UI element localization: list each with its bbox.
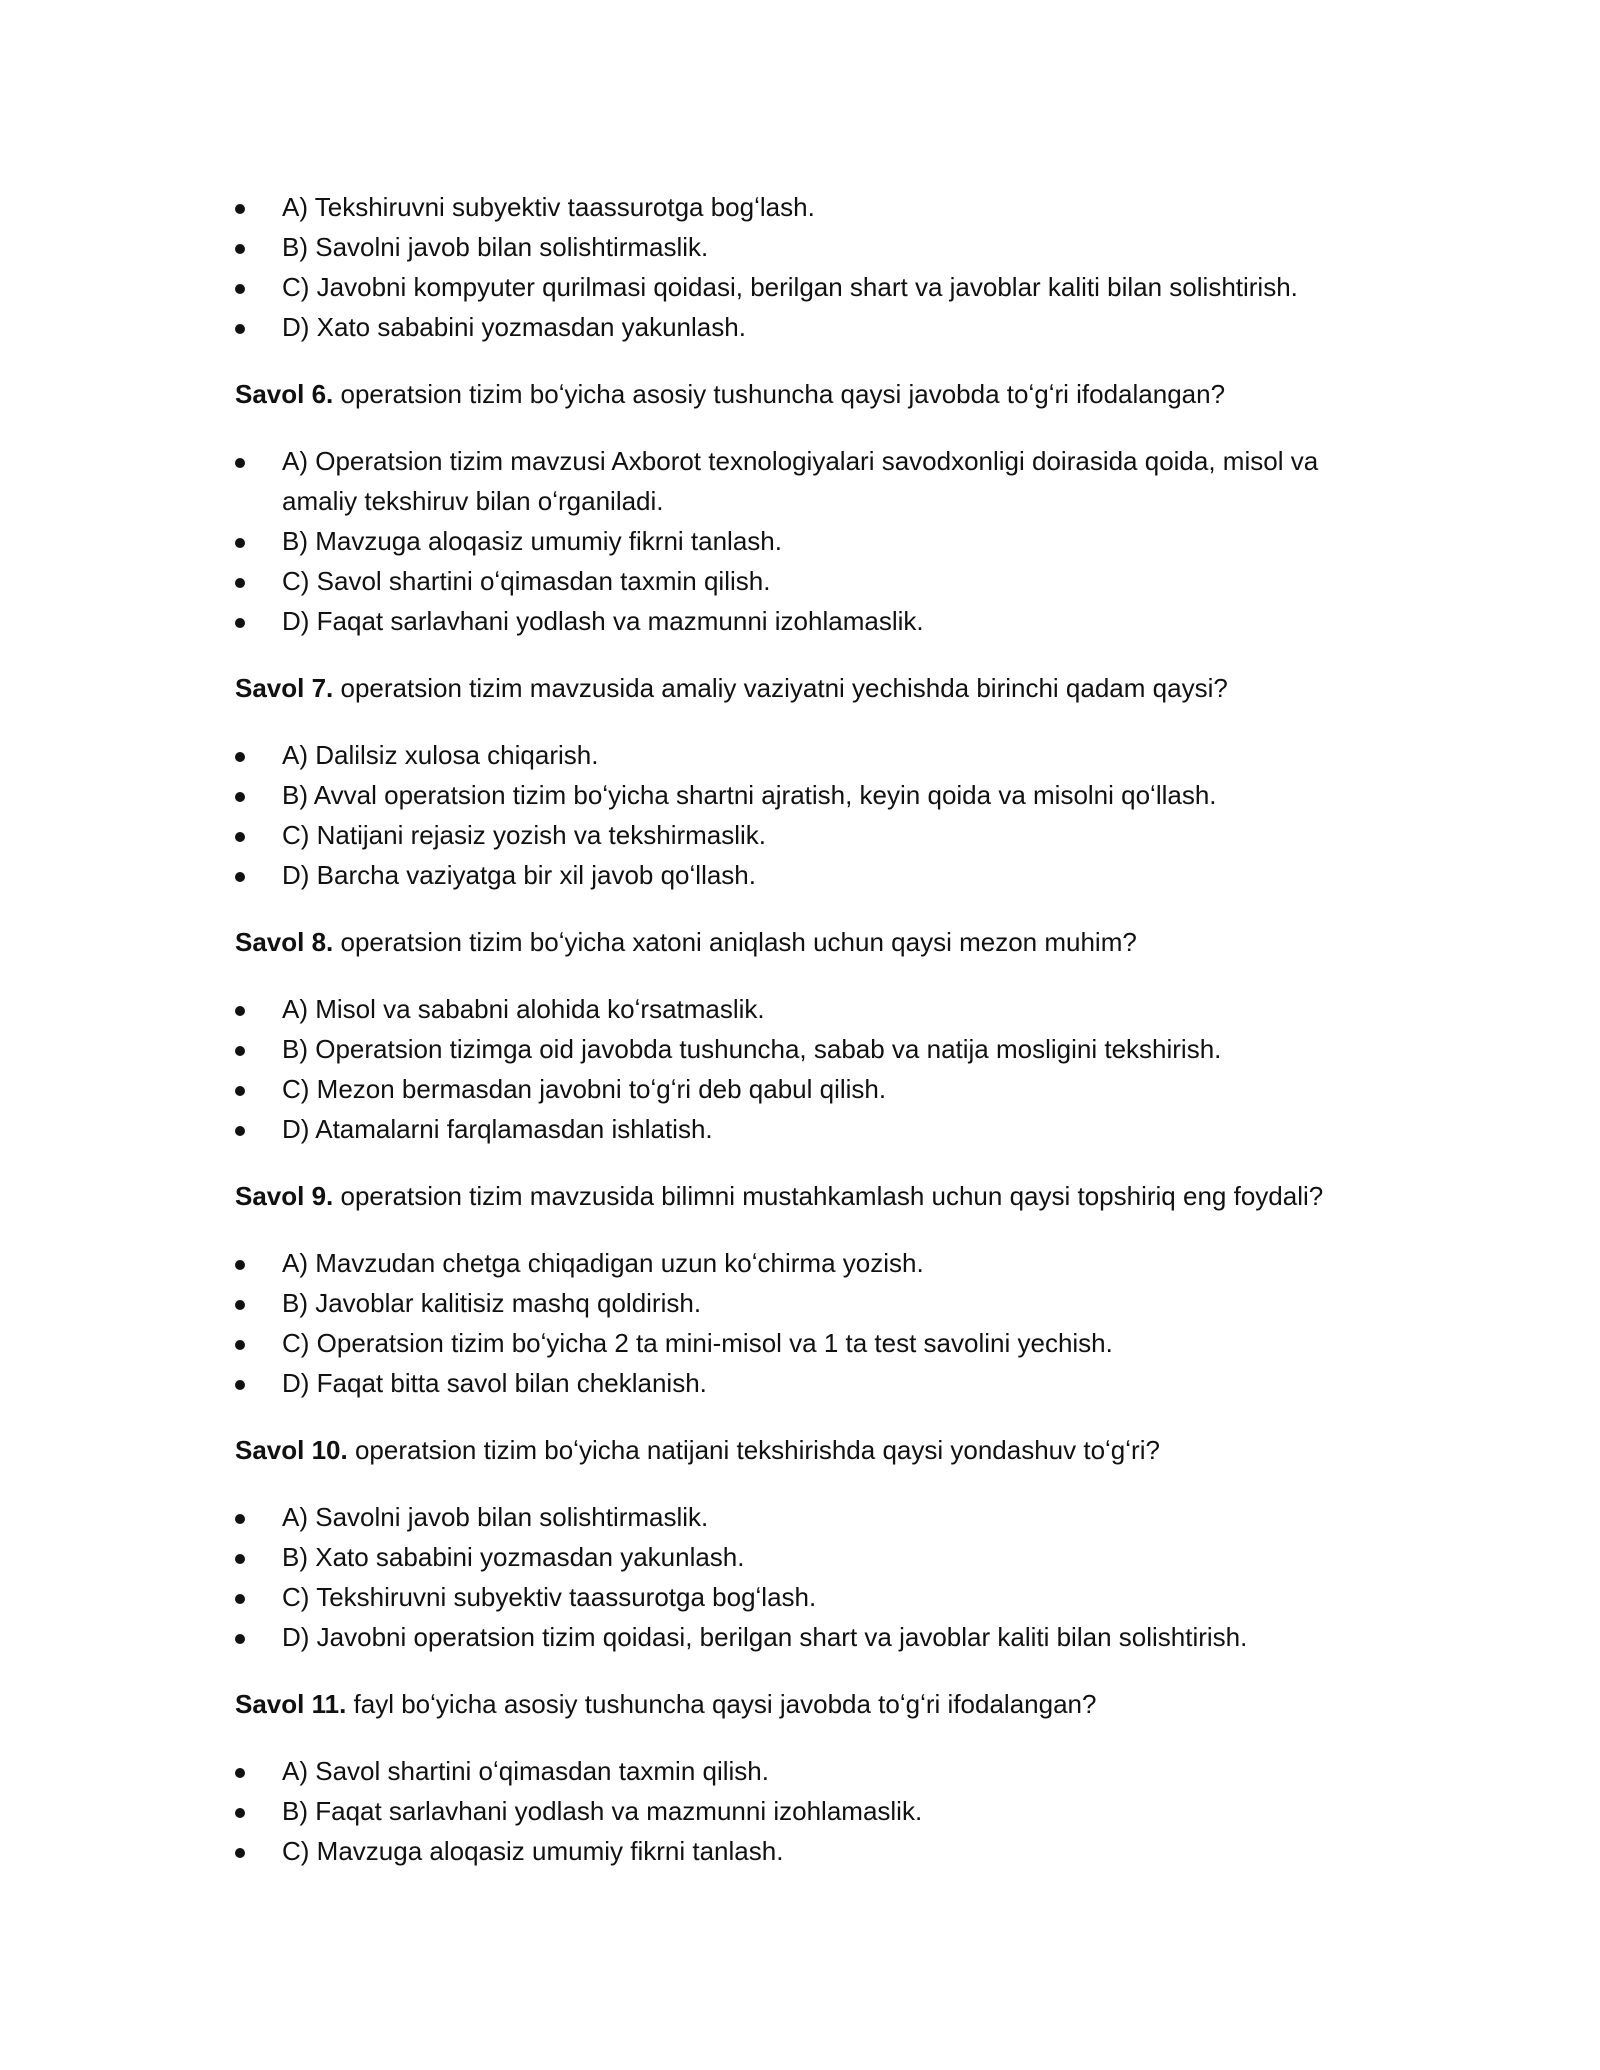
- bullet-icon: [235, 1300, 245, 1310]
- list-item: [235, 1029, 1395, 1069]
- option-text: B) Operatsion tizimga oid javobda tushuncha, sabab va natija mosligini tekshirish.: [282, 1034, 1222, 1064]
- list-item: [235, 307, 1395, 347]
- question-label: Savol 10.: [235, 1435, 348, 1465]
- bullet-icon: [235, 578, 245, 588]
- question-10: [235, 1430, 1395, 1470]
- list-item: [235, 1751, 1395, 1791]
- bullet-icon: [235, 1634, 245, 1644]
- list-item: [235, 775, 1395, 815]
- list-item: [235, 1831, 1395, 1871]
- option-text: A) Savol shartini oʻqimasdan taxmin qilish.: [282, 1756, 769, 1786]
- bullet-icon: [235, 1260, 245, 1270]
- bullet-icon: [235, 284, 245, 294]
- list-item: [235, 815, 1395, 855]
- bullet-icon: [235, 752, 245, 762]
- question-text: operatsion tizim mavzusida amaliy vaziyatni yechishda birinchi qadam qaysi?: [333, 673, 1228, 703]
- bullet-icon: [235, 244, 245, 254]
- option-text: D) Xato sababini yozmasdan yakunlash.: [282, 312, 746, 342]
- options-list: [235, 1243, 1395, 1403]
- list-item: [235, 1243, 1395, 1283]
- bullet-icon: [235, 1006, 245, 1016]
- bullet-icon: [235, 1594, 245, 1604]
- option-text: A) Mavzudan chetga chiqadigan uzun koʻchirma yozish.: [282, 1248, 924, 1278]
- list-item: [235, 1537, 1395, 1577]
- option-text: C) Mezon bermasdan javobni toʻgʻri deb qabul qilish.: [282, 1074, 887, 1104]
- question-label: Savol 11.: [235, 1689, 347, 1719]
- list-item: [235, 521, 1395, 561]
- option-text: C) Natijani rejasiz yozish va tekshirmaslik.: [282, 820, 767, 850]
- list-item: [235, 735, 1395, 775]
- question-9: [235, 1176, 1395, 1216]
- bullet-icon: [235, 1514, 245, 1524]
- bullet-icon: [235, 1126, 245, 1136]
- option-text: A) Dalilsiz xulosa chiqarish.: [282, 740, 599, 770]
- option-text: A) Tekshiruvni subyektiv taassurotga bogʻlash.: [282, 192, 815, 222]
- list-item: [235, 1363, 1395, 1403]
- list-item: [235, 989, 1395, 1029]
- option-text: A) Misol va sababni alohida koʻrsatmaslik.: [282, 994, 765, 1024]
- list-item: [235, 561, 1395, 601]
- option-text: B) Xato sababini yozmasdan yakunlash.: [282, 1542, 745, 1572]
- question-7: [235, 668, 1395, 708]
- document-page: [235, 187, 1395, 1871]
- option-text: B) Faqat sarlavhani yodlash va mazmunni izohlamaslik.: [282, 1796, 923, 1826]
- bullet-icon: [235, 1554, 245, 1564]
- bullet-icon: [235, 618, 245, 628]
- option-text: D) Faqat sarlavhani yodlash va mazmunni izohlamaslik.: [282, 606, 924, 636]
- bullet-icon: [235, 1808, 245, 1818]
- question-6: [235, 374, 1395, 414]
- bullet-icon: [235, 538, 245, 548]
- options-list: [235, 989, 1395, 1149]
- bullet-icon: [235, 872, 245, 882]
- bullet-icon: [235, 1340, 245, 1350]
- options-list: [235, 735, 1395, 895]
- option-text: C) Operatsion tizim boʻyicha 2 ta mini-misol va 1 ta test savolini yechish.: [282, 1328, 1113, 1358]
- option-text: D) Faqat bitta savol bilan cheklanish.: [282, 1368, 707, 1398]
- question-label: Savol 6.: [235, 379, 334, 409]
- list-item: [235, 1283, 1395, 1323]
- list-item: [235, 1577, 1395, 1617]
- list-item: [235, 1109, 1395, 1149]
- option-text: A) Savolni javob bilan solishtirmaslik.: [282, 1502, 709, 1532]
- option-text: C) Mavzuga aloqasiz umumiy fikrni tanlash.: [282, 1836, 784, 1866]
- options-list: [235, 1497, 1395, 1657]
- options-list: [235, 1751, 1395, 1871]
- bullet-icon: [235, 1046, 245, 1056]
- question-label: Savol 7.: [235, 673, 334, 703]
- option-text: C) Savol shartini oʻqimasdan taxmin qilish.: [282, 566, 771, 596]
- list-item: [235, 601, 1395, 641]
- bullet-icon: [235, 792, 245, 802]
- bullet-icon: [235, 1768, 245, 1778]
- bullet-icon: [235, 458, 245, 468]
- bullet-icon: [235, 832, 245, 842]
- list-item: [235, 441, 1395, 521]
- list-item: [235, 1617, 1395, 1657]
- list-item: [235, 855, 1395, 895]
- option-text: D) Javobni operatsion tizim qoidasi, berilgan shart va javoblar kaliti bilan solishtirish.: [282, 1622, 1248, 1652]
- question-text: operatsion tizim boʻyicha asosiy tushuncha qaysi javobda toʻgʻri ifodalangan?: [333, 379, 1226, 409]
- bullet-icon: [235, 1848, 245, 1858]
- list-item: [235, 1069, 1395, 1109]
- question-text: operatsion tizim boʻyicha xatoni aniqlash uchun qaysi mezon muhim?: [333, 927, 1137, 957]
- options-list: [235, 187, 1395, 347]
- question-text: fayl boʻyicha asosiy tushuncha qaysi javobda toʻgʻri ifodalangan?: [346, 1689, 1097, 1719]
- list-item: [235, 267, 1395, 307]
- question-label: Savol 8.: [235, 927, 334, 957]
- list-item: [235, 1791, 1395, 1831]
- bullet-icon: [235, 324, 245, 334]
- option-text: D) Barcha vaziyatga bir xil javob qoʻllash.: [282, 860, 756, 890]
- list-item: [235, 227, 1395, 267]
- option-text: C) Javobni kompyuter qurilmasi qoidasi, berilgan shart va javoblar kaliti bilan solishtirish.: [282, 272, 1298, 302]
- bullet-icon: [235, 1380, 245, 1390]
- list-item: [235, 187, 1395, 227]
- option-text: B) Mavzuga aloqasiz umumiy fikrni tanlash.: [282, 526, 782, 556]
- option-text: A) Operatsion tizim mavzusi Axborot texnologiyalari savodxonligi doirasida qoida, misol va amaliy tekshiruv bilan oʻrganiladi.: [282, 446, 1319, 516]
- options-list: [235, 441, 1395, 641]
- question-label: Savol 9.: [235, 1181, 334, 1211]
- option-text: B) Savolni javob bilan solishtirmaslik.: [282, 232, 709, 262]
- option-text: B) Javoblar kalitisiz mashq qoldirish.: [282, 1288, 702, 1318]
- bullet-icon: [235, 204, 245, 214]
- option-text: C) Tekshiruvni subyektiv taassurotga bogʻlash.: [282, 1582, 817, 1612]
- question-11: [235, 1684, 1395, 1724]
- option-text: B) Avval operatsion tizim boʻyicha shartni ajratish, keyin qoida va misolni qoʻllash.: [282, 780, 1217, 810]
- question-text: operatsion tizim mavzusida bilimni mustahkamlash uchun qaysi topshiriq eng foydali?: [333, 1181, 1324, 1211]
- question-8: [235, 922, 1395, 962]
- question-text: operatsion tizim boʻyicha natijani tekshirishda qaysi yondashuv toʻgʻri?: [347, 1435, 1160, 1465]
- bullet-icon: [235, 1086, 245, 1096]
- list-item: [235, 1323, 1395, 1363]
- option-text: D) Atamalarni farqlamasdan ishlatish.: [282, 1114, 713, 1144]
- list-item: [235, 1497, 1395, 1537]
